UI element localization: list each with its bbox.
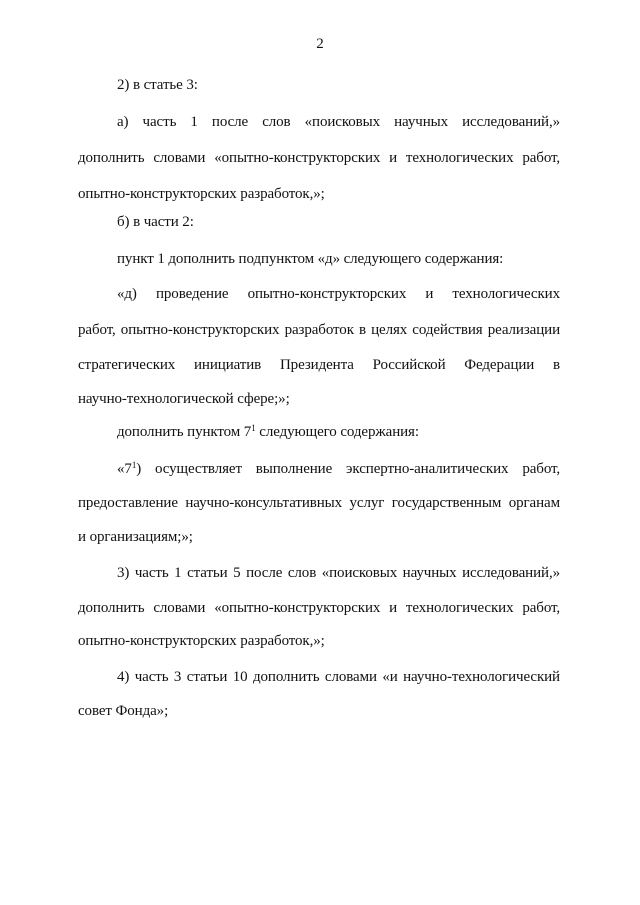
item-3-line-3: опытно-конструкторских разработок,»; (78, 633, 325, 649)
point-7-1-line-1 (117, 460, 560, 478)
item-3-line-2: дополнить словами «опытно-конструкторских и технологических работ, (78, 600, 560, 616)
point-7-1-label: «7 (117, 461, 132, 477)
item-b-point-1: пункт 1 дополнить подпунктом «д» следующего содержания: (117, 251, 504, 267)
subitem-d-line-3: стратегических инициатив Президента Российской Федерации в (78, 357, 560, 373)
subitem-d-line-2: работ, опытно-конструкторских разработок в целях содействия реализации (78, 322, 560, 338)
point-7-1-line-3: и организациям;»; (78, 529, 193, 545)
subitem-d-line-4: научно-технологической сфере;»; (78, 391, 290, 407)
item-2-intro: 2) в статье 3: (117, 77, 198, 93)
point-7-1-superscript: 1 (131, 460, 137, 470)
subitem-d-line-1: «д) проведение опытно-конструкторских и технологических (117, 286, 560, 302)
item-a-line-1: а) часть 1 после слов «поисковых научных исследований,» (117, 114, 560, 130)
page-number: 2 (316, 36, 324, 52)
item-a-line-3: опытно-конструкторских разработок,»; (78, 186, 325, 202)
point-7-1-line-2: предоставление научно-консультативных услуг государственным органам (78, 495, 560, 511)
item-3-line-1: 3) часть 1 статьи 5 после слов «поисковых научных исследований,» (117, 565, 560, 581)
point-7-1-intro-superscript: 1 (251, 423, 256, 433)
point-7-1-line-1-text: ) осуществляет выполнение экспертно-аналитических работ, (136, 461, 560, 477)
point-7-1-intro-text: дополнить пунктом 7 (117, 424, 252, 440)
item-b-intro: б) в части 2: (117, 214, 194, 230)
item-a-line-2: дополнить словами «опытно-конструкторских и технологических работ, (78, 150, 560, 166)
item-4-line-1: 4) часть 3 статьи 10 дополнить словами «и научно-технологический (117, 669, 560, 685)
point-7-1-intro (117, 423, 560, 441)
item-4-line-2: совет Фонда»; (78, 703, 169, 719)
point-7-1-intro-rest: следующего содержания: (255, 424, 419, 440)
